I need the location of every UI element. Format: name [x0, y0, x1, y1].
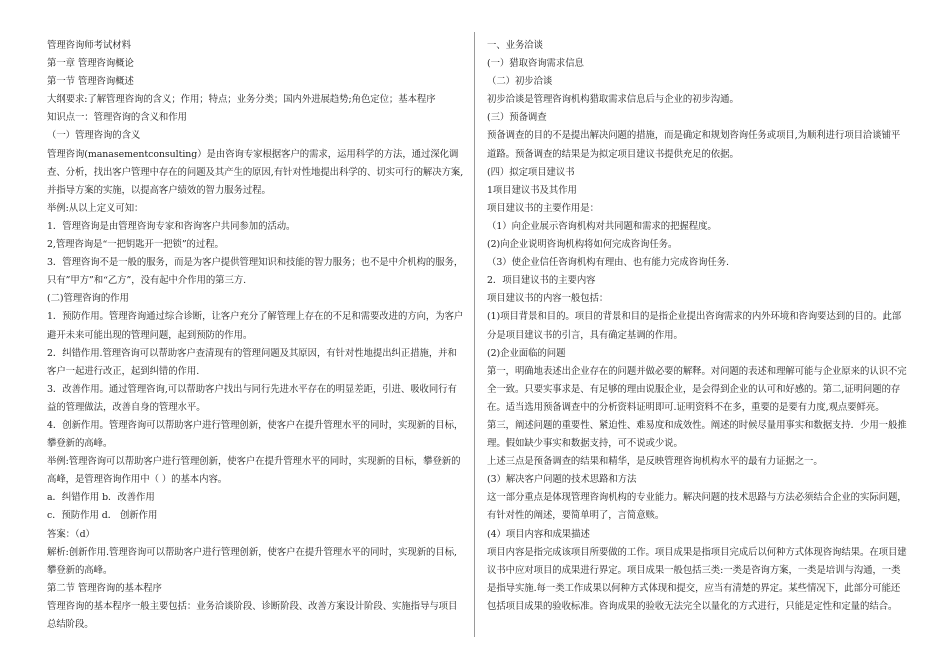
content-methods-paragraph: 这一部分重点是体现管理咨询机构的专业能力。解决问题的技术思路与方法必须结合企业的实际问题，有针对性的阐述，要简单明了，言简意赅。: [487, 492, 907, 522]
right-column: [487, 37, 907, 616]
proposal-role-1: （1）向企业展示咨询机构对共同题和需求的把握程度。: [487, 220, 717, 232]
preliminary-survey-paragraph: 预备调查的目的不是提出解决问题的措施，而是确定和规划咨询任务或项目,为顺利进行项目洽谈铺平道路。预备调查的结果是为拟定项目建议书提供充足的依据。: [487, 130, 901, 160]
proposal-role-3: （3）使企业信任咨询机构有理由、也有能力完成咨询任务.: [487, 257, 729, 269]
content-problems-paragraph: 第一，明确地表述出企业存在的问题并做必要的解释。对问题的表述和理解可能与企业原来的认识不完全一致。只要实事求是、有足够的理由说服企业，是会得到企业的认可和好感的。第二,证明问题的存在。适当选用预备调查中的分析资料证明即可.证明资料不在多，重要的是要有力度,观点要鲜亮。: [487, 365, 907, 413]
content-background: (1)项目背景和目的。项目的背景和目的是指企业提出咨询需求的内外环境和咨询要达到的目的。此部分是项目建议书的引言，具有确定基调的作用。: [487, 311, 902, 341]
content-results-heading: (4）项目内容和成果描述: [487, 528, 590, 540]
column-divider: [474, 32, 475, 637]
explanation: 解析:创新作用.管理咨询可以帮助客户进行管理创新，使客户在提升管理水平的同时，实现新的目标,攀登新的高峰。: [47, 546, 457, 576]
exam-question: 举例:管理咨询可以帮助客户进行管理创新，使客户在提升管理水平的同时，实现新的目标，攀登新的高峰，是管理咨询作用中（ ）的基本内容。: [47, 456, 461, 486]
proposal-role-2: (2)向企业说明咨询机构将如何完成咨询任务。: [487, 239, 678, 251]
answer: 答案：（d）: [47, 528, 95, 540]
subheading-role: (二)管理咨询的作用: [47, 293, 129, 305]
chapter-heading: 第一章 管理咨询概论: [47, 58, 134, 70]
point-2: 2,管理咨询是“一把钥匙开一把锁”的过程。: [47, 239, 224, 251]
definition-paragraph: 管理咨询(manasementconsulting）是由咨询专家根据客户的需求，运用科学的方法，通过深化调查、分析，找出客户管理中存在的问题及其产生的原因,有针对性地提出科学的、切实可行的解决方案,并指导方案的实施，以提高客户绩效的智力服务过程。: [47, 148, 464, 196]
option-a-b: a．纠错作用 b．改善作用: [47, 492, 155, 504]
left-column: [47, 37, 465, 634]
syllabus-paragraph: 大纲要求:了解管理咨询的含义；作用；特点；业务分类；国内外进展趋势;角色定位；基本程序: [47, 94, 436, 106]
business-negotiation-heading: 一、业务洽谈: [487, 40, 543, 51]
sub-1-heading: (一）猎取咨询需求信息: [487, 58, 584, 70]
proposal-heading: 1项目建议书及其作用: [487, 184, 577, 196]
content-importance-paragraph: 第三，阐述问题的重要性、紧迫性、难易度和成效性。阐述的时候尽量用事实和数据支持．少用一般推理。假如缺少事实和数据支持，可不说或少说。: [487, 419, 907, 450]
content-summary: 上述三点是预备调查的结果和精华，是反映管理咨询机构水平的最有力证据之一。: [487, 456, 823, 468]
section-2-heading: 第二节 管理咨询的基本程序: [47, 582, 162, 594]
content-methods-heading: (3）解决客户问题的技术思路和方法: [487, 474, 637, 486]
procedure-paragraph: 管理咨询的基本程序一般主要包括：业务洽谈阶段、诊断阶段、改善方案设计阶段、实施指导与项目总结阶段。: [47, 600, 458, 630]
content-results-paragraph: 项目内容是指完成该项目所要做的工作。项目成果是指项目完成后以何种方式体现咨询结果。在项目建议书中应对项目的成果进行界定。项目成果一般包括三类:一类是咨询方案，一类是培训与沟通，一类是指导实施.每一类工作成果以何种方式体现和提交，应当有清楚的界定。某些情况下，此部分可能还包括项目成果的验收标准。咨询成果的验收无法完全以量化的方式进行，只能是定性和定量的结合。: [487, 546, 907, 612]
proposal-content-heading: 2．项目建议书的主要内容: [487, 275, 596, 287]
subheading-definition: （一）管理咨询的含义: [47, 130, 141, 142]
role-improvement: 3．改善作用。通过管理咨询,可以帮助客户找出与同行先进水平存在的明显差距，引进、吸收同行有益的管理做法，改善自身的管理水平。: [47, 383, 457, 413]
initial-talk-paragraph: 初步洽谈是管理咨询机构猎取需求信息后与企业的初步沟通。: [487, 94, 739, 106]
section-heading: 第一节 管理咨询概述: [47, 76, 134, 88]
sub-2-heading: （二）初步洽谈: [487, 76, 553, 88]
role-correction: 2．纠错作用.管理咨询可以帮助客户查清现有的管理问题及其原因，有针对性地提出纠正措施，并和客户一起进行改正，起到纠错的作用.: [47, 347, 457, 377]
role-innovation: 4．创新作用。管理咨询可以帮助客户进行管理创新，使客户在提升管理水平的同时，实现新的目标，攀登新的高峰。: [47, 419, 464, 450]
example-intro: 举例:从以上定义可知：: [47, 202, 144, 214]
sub-4-heading: (四）拟定项目建议书: [487, 166, 575, 178]
option-c-d: c．预防作用 d． 创新作用: [47, 510, 158, 522]
role-prevention: 1．预防作用。管理咨询通过综合诊断，让客户充分了解管理上存在的不足和需要改进的方向，为客户避开未来可能出现的管理问题，起到预防的作用。: [47, 311, 464, 341]
point-3: 3．管理咨询不是一般的服务，而是为客户提供管理知识和技能的智力服务；也不是中介机构的服务，只有”甲方”和“乙方”，没有起中介作用的第三方.: [47, 257, 464, 287]
sub-3-heading: (三）预备调查: [487, 112, 547, 124]
proposal-content-intro: 项目建议书的内容一般包括：: [487, 293, 609, 305]
doc-title: 管理咨询师考试材料: [47, 40, 131, 51]
point-1: 1．管理咨询是由管理咨询专家和咨询客户共同参加的活动。: [47, 220, 296, 232]
knowledge-point-heading: 知识点一：管理咨询的含义和作用: [47, 112, 187, 124]
proposal-role-intro: 项目建议书的主要作用是：: [487, 202, 599, 214]
content-problems-heading: (2)企业面临的问题: [487, 347, 566, 359]
